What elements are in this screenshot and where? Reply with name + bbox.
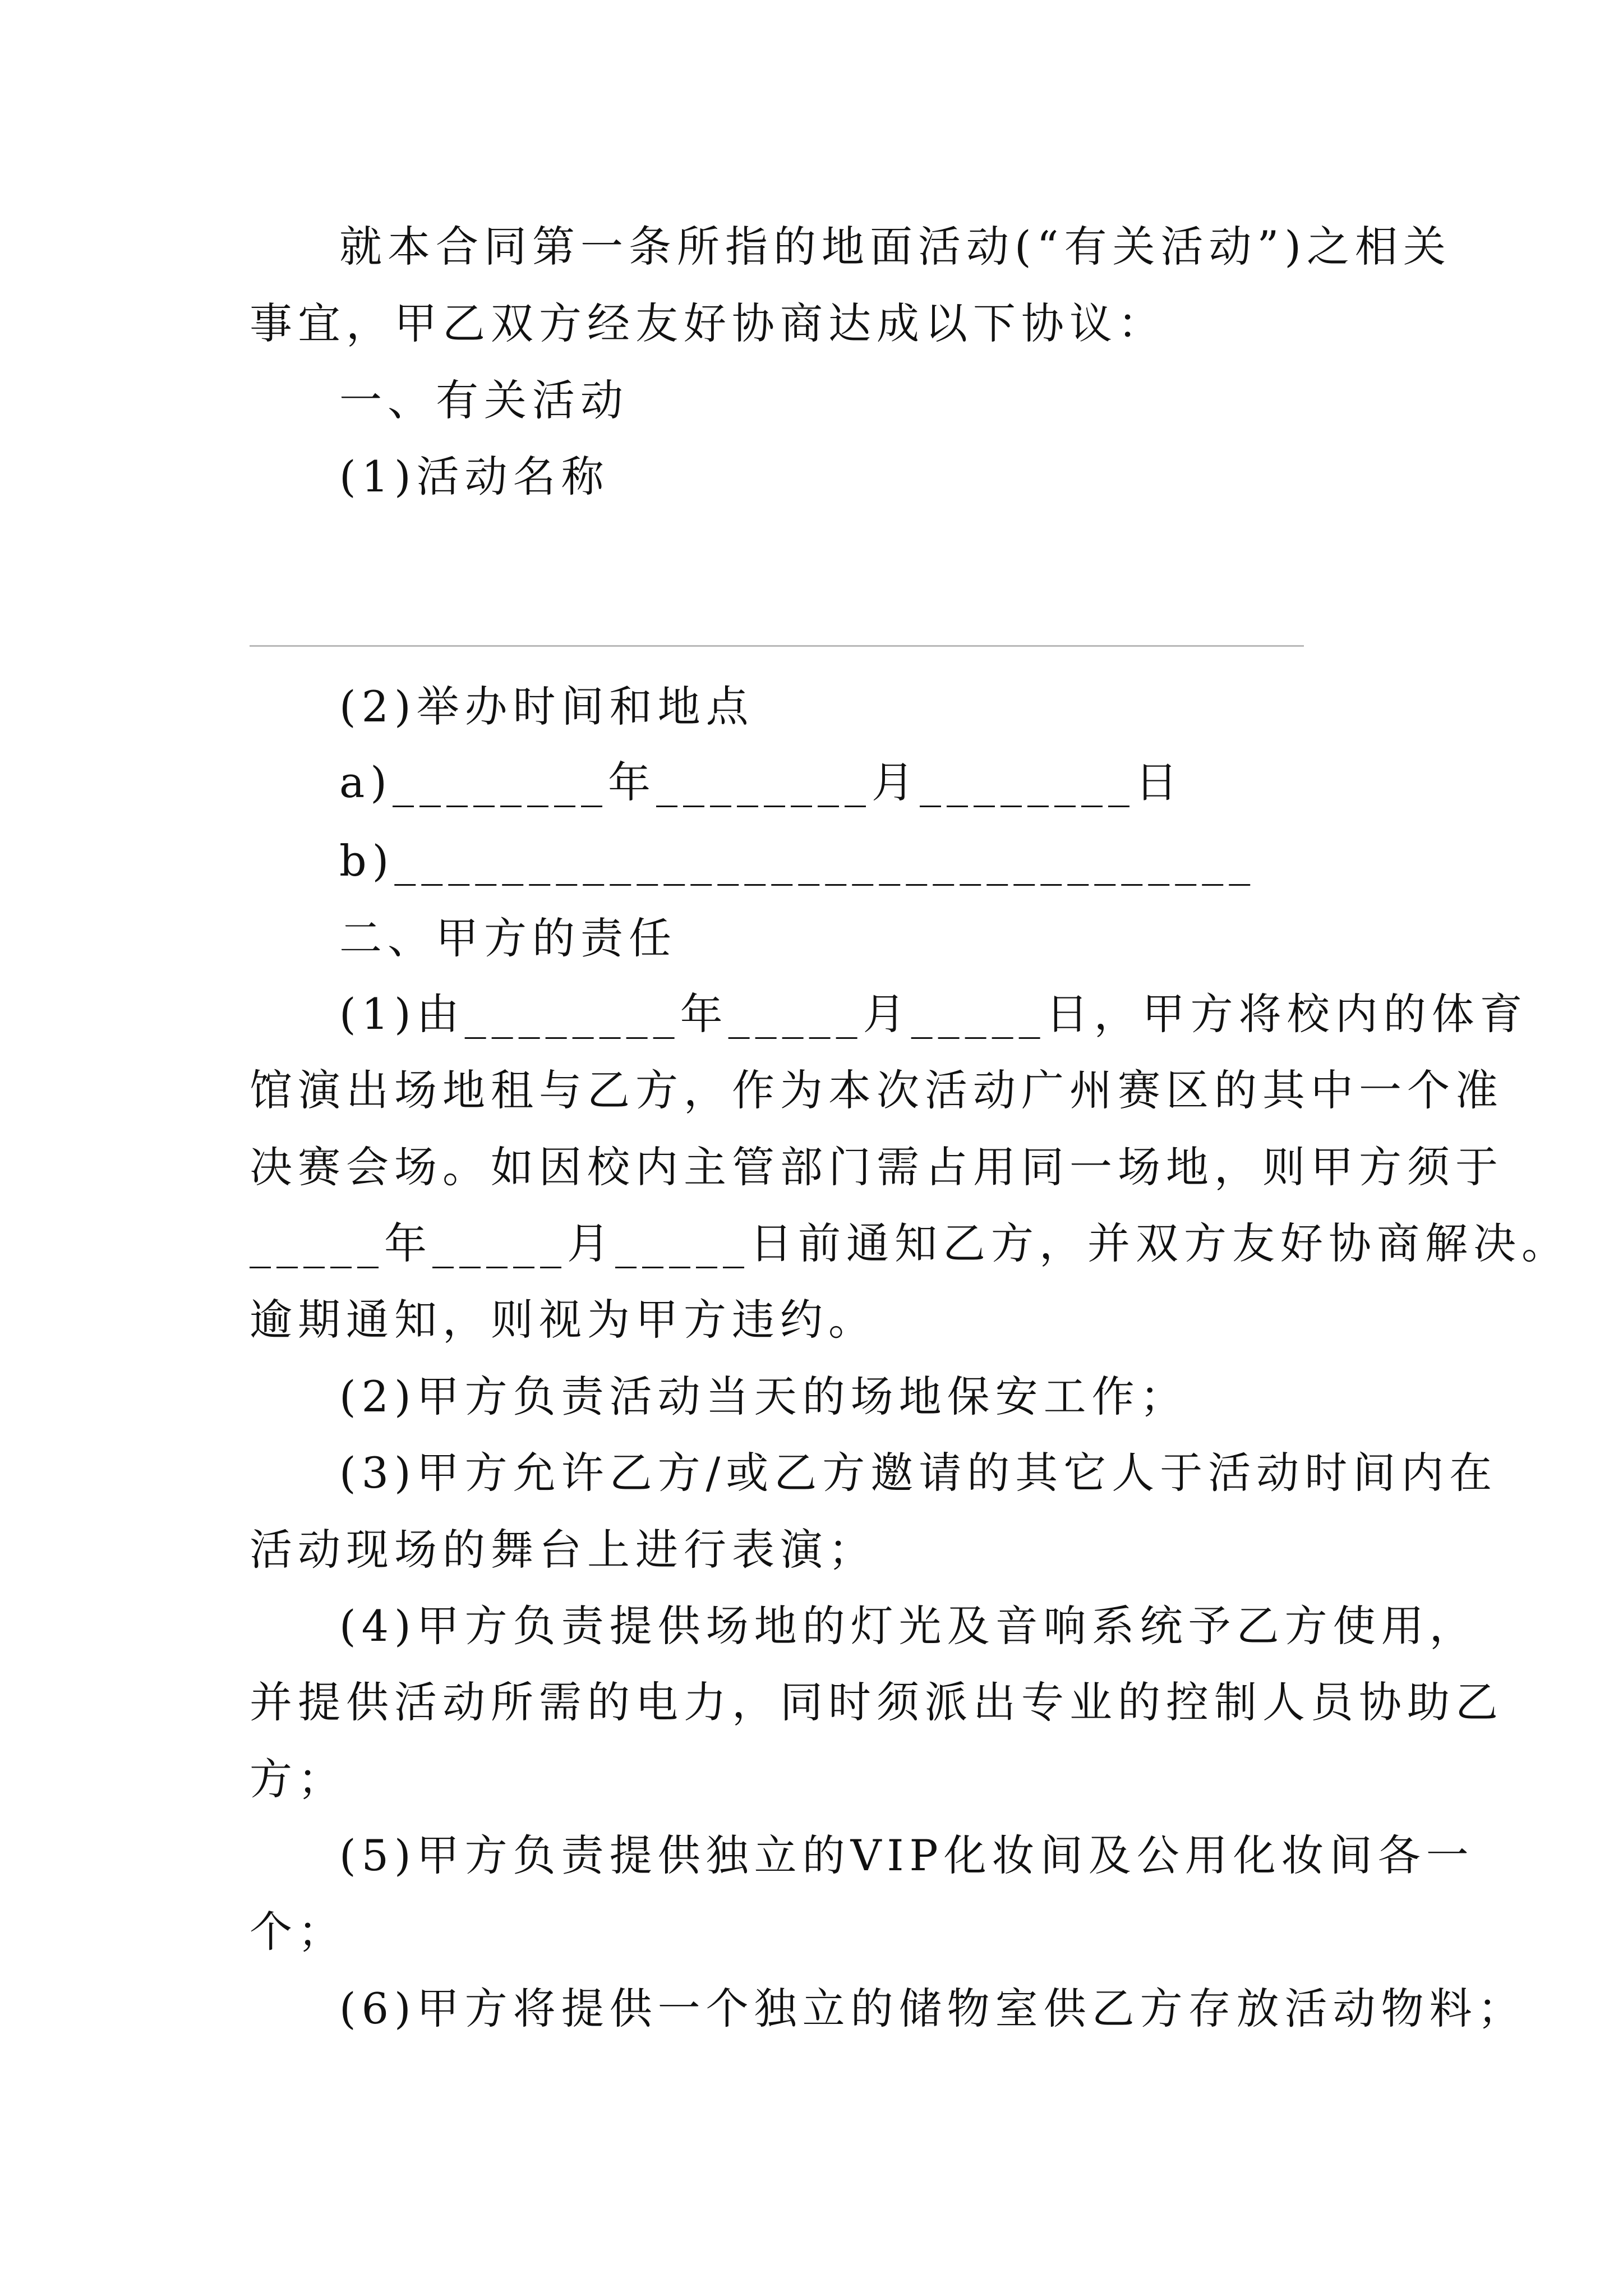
item-date-line: a)________年________月________日 [339,757,1183,807]
clause-1-line-4: _____年_____月_____日前通知乙方，并双方友好协商解决。 [250,1218,1570,1268]
clause-2: (2)甲方负责活动当天的场地保安工作； [339,1372,1188,1421]
clause-3-line-2: 活动现场的舞台上进行表演； [250,1525,877,1575]
clause-1-line-2: 馆演出场地租与乙方，作为本次活动广州赛区的其中一个准 [250,1065,1504,1115]
paragraph-intro-line-1: 就本合同第一条所指的地面活动(“有关活动”)之相关 [339,222,1452,272]
clause-1-line-1: (1)由________年_____月_____日，甲方将校内的体育 [339,989,1528,1039]
clause-4-line-2: 并提供活动所需的电力，同时须派出专业的控制人员协助乙 [250,1677,1504,1727]
clause-4-line-1: (4)甲方负责提供场地的灯光及音响系统予乙方使用， [339,1601,1478,1651]
blank-rule-activity-name [250,645,1304,647]
item-place-line: b)________________________________ [339,836,1256,886]
clause-4-line-3: 方； [250,1754,346,1804]
clause-1-line-5: 逾期通知，则视为甲方违约。 [250,1295,877,1345]
clause-6: (6)甲方将提供一个独立的储物室供乙方存放活动物料； [339,1984,1526,2033]
clause-3-line-1: (3)甲方允许乙方/或乙方邀请的其它人于活动时间内在 [339,1448,1498,1498]
clause-5-line-1: (5)甲方负责提供独立的VIP化妆间及公用化妆间各一 [339,1830,1474,1880]
clause-1-line-3: 决赛会场。如因校内主管部门需占用同一场地，则甲方须于 [250,1142,1504,1192]
item-time-place: (2)举办时间和地点 [339,682,754,731]
item-activity-name: (1)活动名称 [339,452,610,501]
section-heading-1: 一、有关活动 [339,375,629,425]
clause-5-line-2: 个； [250,1907,346,1957]
section-heading-2: 二、甲方的责任 [339,913,677,963]
paragraph-intro-line-2: 事宜，甲乙双方经友好协商达成以下协议： [250,298,1166,348]
